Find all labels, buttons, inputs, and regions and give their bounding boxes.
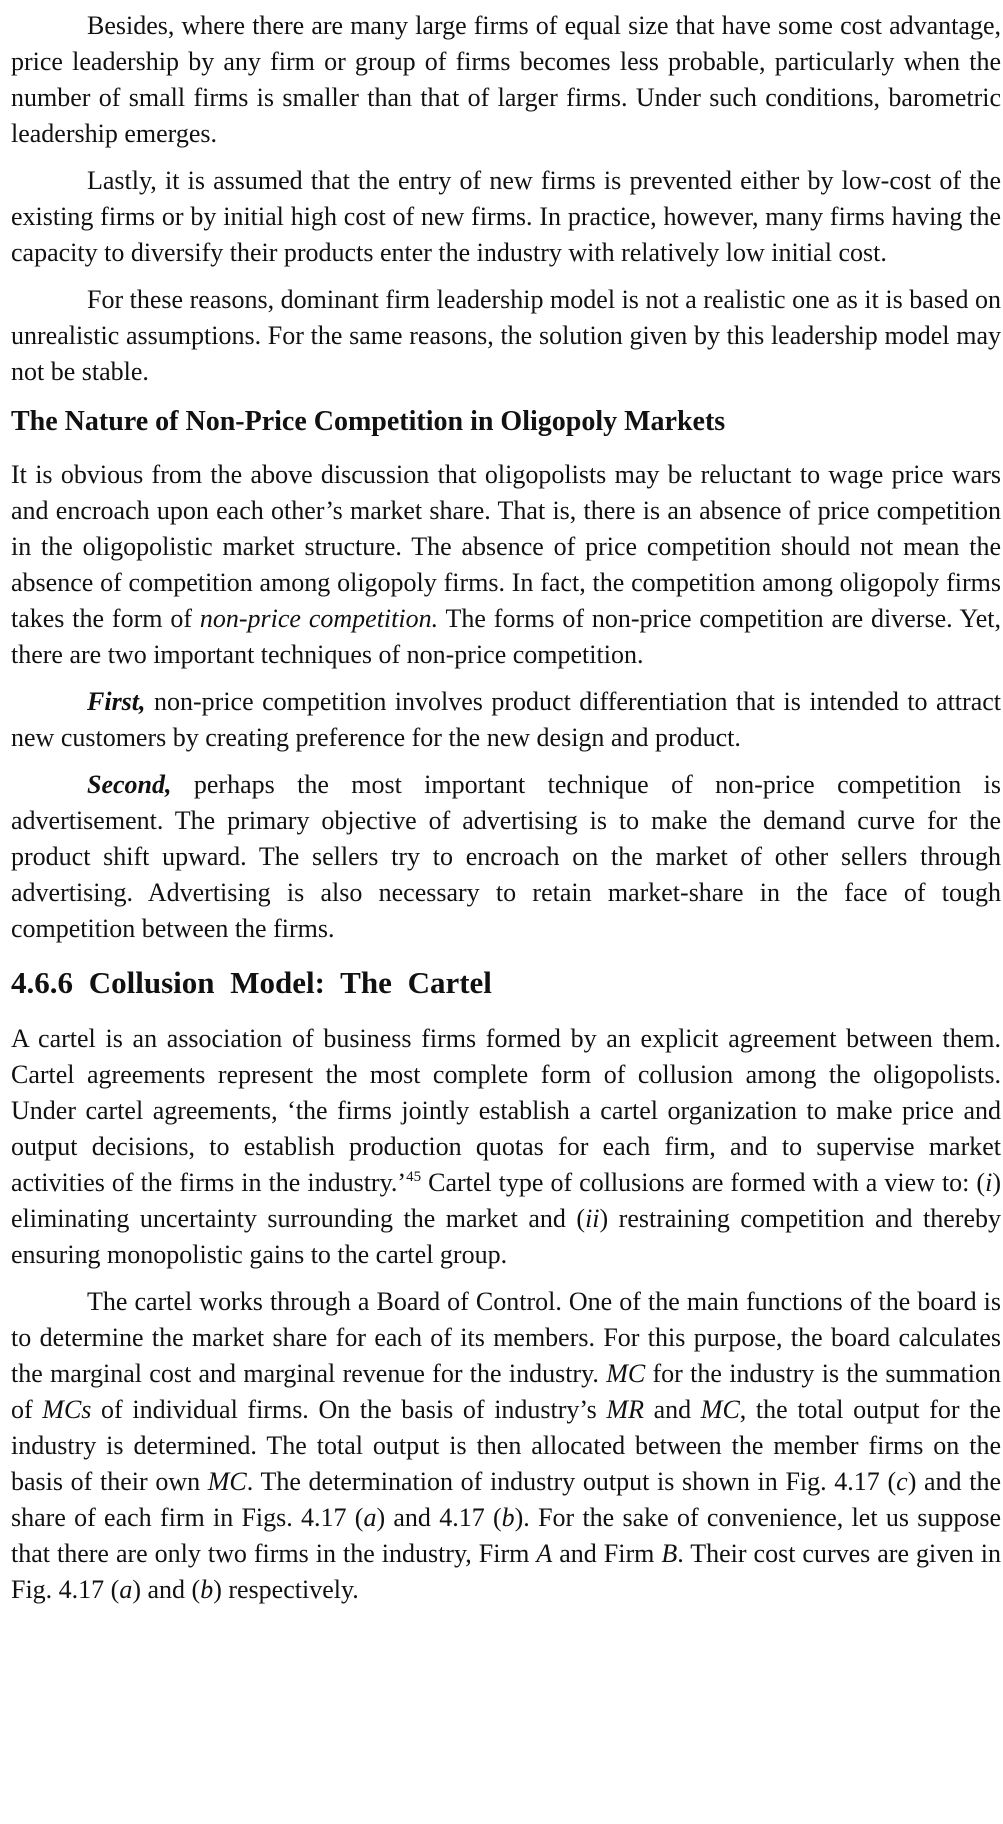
italic-term: MC [700,1395,740,1424]
section-heading-non-price-competition: The Nature of Non-Price Competition in Oligopoly Markets [11,406,726,437]
paragraph-non-price-intro [11,457,1001,673]
text-run: of individual firms. On the basis of industry’s [91,1395,607,1424]
text-run: The cartel works through a Board of Control. One of the main functions of the board is to determine the market share for each of its members. For this purpose, the board calculates the marginal cost and marginal revenue for the industry. [11,1287,1001,1388]
paragraph-cartel-definition [11,1021,1001,1273]
paragraph-barometric-leadership: Besides, where there are many large firms of equal size that have some cost advantage, price leadership by any firm or group of firms becomes less probable, particularly when the number of small firms is smaller than that of larger firms. Under such conditions, barometric leadership emerges. [11,11,1001,148]
text-run: for the industry is the summation of [11,1359,1001,1424]
italic-term: i [985,1168,993,1197]
paragraph-board-of-control [11,1284,1001,1608]
lead-word-second: Second, [87,770,172,799]
italic-term: A [536,1539,553,1568]
text-run: . The determination of industry output is shown in Fig. 4.17 ( [246,1467,897,1496]
italic-term: non-price competition. [199,604,439,633]
footnote-marker: 45 [406,1169,422,1185]
text-run: and [643,1395,701,1424]
text-run: and Firm [552,1539,662,1568]
italic-term: MCs [42,1395,92,1424]
italic-term: ii [585,1204,600,1233]
text-run: . Their cost curves are given in Fig. 4.17 ( [11,1539,1001,1604]
text-run: Cartel type of collusions are formed with a view to: ( [421,1168,986,1197]
text-run: ) respectively. [213,1575,359,1604]
paragraph-entry-assumption: Lastly, it is assumed that the entry of new firms is prevented either by low-cost of the existing firms or by initial high cost of new firms. In practice, however, many firms having the capacity to diversify their products enter the industry with relatively low initial cost. [11,166,1001,267]
text-run: ) and the share of each firm in Figs. 4.17 ( [11,1467,1001,1532]
italic-term: a [119,1575,133,1604]
italic-term: b [501,1503,515,1532]
italic-term: a [363,1503,377,1532]
text-run: , the total output for the industry is determined. The total output is then allocated between the member firms on the basis of their own [11,1395,1001,1496]
italic-term: MR [606,1395,644,1424]
document-page [11,8,1001,1619]
paragraph-first-technique [11,684,1001,756]
italic-term: MC [606,1359,646,1388]
text-run: The forms of non-price competition are diverse. Yet, there are two important techniques of non-price competition. [11,604,1001,669]
text-run: A cartel is an association of business firms formed by an explicit agreement between them. Cartel agreements represent the most complete form of collusion among the oligopolists. Under cartel agreements, ‘the firms jointly establish a cartel organization to make price and output decisions, to establish production quotas for each firm, and to supervise market activities of the firms in the industry.’ [11,1024,1001,1197]
italic-term: MC [207,1467,247,1496]
paragraph-unrealistic-model: For these reasons, dominant firm leadership model is not a realistic one as it is based on unrealistic assumptions. For the same reasons, the solution given by this leadership model may not be stable. [11,285,1001,386]
text-run: ). For the sake of convenience, let us suppose that there are only two firms in the industry, Firm [11,1503,1001,1568]
text-run: non-price competition involves product differentiation that is intended to attract new customers by creating preference for the new design and product. [11,687,1001,752]
text-run: It is obvious from the above discussion that oligopolists may be reluctant to wage price wars and encroach upon each other’s market share. That is, there is an absence of price competition in the oligopolistic market structure. The absence of price competition should not mean the absence of competition among oligopoly firms. In fact, the competition among oligopoly firms takes the form of [11,460,1001,633]
text-run: ) restraining competition and thereby ensuring monopolistic gains to the cartel group. [11,1204,1002,1269]
text-run: ) eliminating uncertainty surrounding the market and ( [11,1168,1001,1233]
text-run: perhaps the most important technique of non-price competition is advertisement. The primary objective of advertising is to make the demand curve for the product shift upward. The sellers try to encroach on the market of other sellers through advertising. Advertising is also necessary to retain market-share in the face of tough competition between the firms. [11,770,1001,943]
paragraph-second-technique [11,767,1001,947]
italic-term: c [896,1467,908,1496]
italic-term: b [200,1575,214,1604]
text-run: ) and 4.17 ( [376,1503,502,1532]
lead-word-first: First, [87,687,146,716]
section-heading-collusion-model: 4.6.6 Collusion Model: The Cartel [11,965,492,1000]
text-run: ) and ( [132,1575,201,1604]
italic-term: B [661,1539,678,1568]
